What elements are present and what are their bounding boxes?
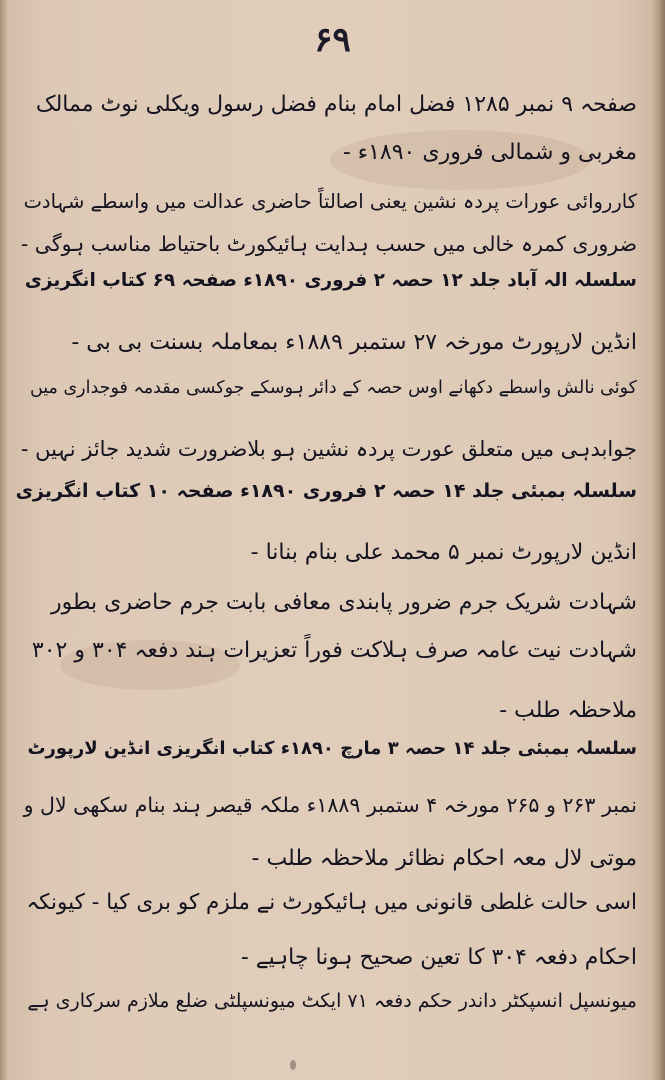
text-line: کوئی نالش واسطے دکھانے اوس حصہ کے دائر ہوسکے جوکسی مقدمہ فوجداری میں [29, 378, 637, 398]
text-line: شہادت شریک جرم ضرور پابندی معافی بابت جرم حاضری بطور [50, 590, 637, 615]
section-heading: سلسلہ بمبئی جلد ۱۴ حصہ ۲ فروری ۱۸۹۰ء صفحہ ۱۰ کتاب انگریزی [15, 480, 637, 502]
text-line: اسی حالت غلطی قانونی میں ہائیکورٹ نے ملزم کو بری کیا - کیونکہ [26, 890, 637, 915]
text-line: صفحہ ۹ نمبر ۱۲۸۵ فضل امام بنام فضل رسول ویکلی نوٹ ممالک [35, 92, 637, 117]
text-line: انڈین لارپورٹ نمبر ۵ محمد علی بنام بنانا - [250, 540, 637, 565]
text-line: ضروری کمرہ خالی میں حسب ہدایت ہائیکورٹ باحتیاط مناسب ہوگی - [20, 232, 637, 256]
section-heading: سلسلہ بمبئی جلد ۱۴ حصہ ۳ مارچ ۱۸۹۰ء کتاب انگریزی انڈین لارپورٹ [27, 738, 637, 759]
page-left-edge-shadow [0, 0, 8, 1080]
text-line: موتی لال معہ احکام نظائر ملاحظہ طلب - [251, 846, 637, 871]
text-line: احکام دفعہ ۳۰۴ کا تعین صحیح ہونا چاہیے - [240, 945, 637, 970]
text-line: ملاحظہ طلب - [499, 698, 637, 723]
text-line: کارروائی عورات پردہ نشین یعنی اصالتاً حاضری عدالت میں واسطے شہادت [23, 190, 637, 213]
ink-mark [290, 1060, 296, 1070]
text-line: میونسپل انسپکٹر داندر حکم دفعہ ۷۱ ایکٹ میونسپلٹی ضلع ملازم سرکاری ہے [27, 990, 637, 1012]
text-line: جوابدہی میں متعلق عورت پردہ نشین ہو بلاضرورت شدید جائز نہیں - [20, 437, 637, 461]
page-binding-edge [651, 0, 665, 1080]
text-line: مغربی و شمالی فروری ۱۸۹۰ء - [342, 140, 637, 165]
text-line: انڈین لارپورٹ مورخہ ۲۷ ستمبر ۱۸۸۹ء بمعاملہ بسنت بی بی - [71, 330, 637, 355]
section-heading: سلسلہ الہ آباد جلد ۱۲ حصہ ۲ فروری ۱۸۹۰ء صفحہ ۶۹ کتاب انگریزی [24, 270, 637, 291]
text-line: شہادت نیت عامہ صرف ہلاکت فوراً تعزیرات ہند دفعہ ۳۰۴ و ۳۰۲ [31, 638, 637, 663]
text-line: نمبر ۲۶۳ و ۲۶۵ مورخہ ۴ ستمبر ۱۸۸۹ء ملکہ قیصر ہند بنام سکھی لال و [23, 793, 637, 817]
page-number: ۶۹ [314, 20, 351, 60]
